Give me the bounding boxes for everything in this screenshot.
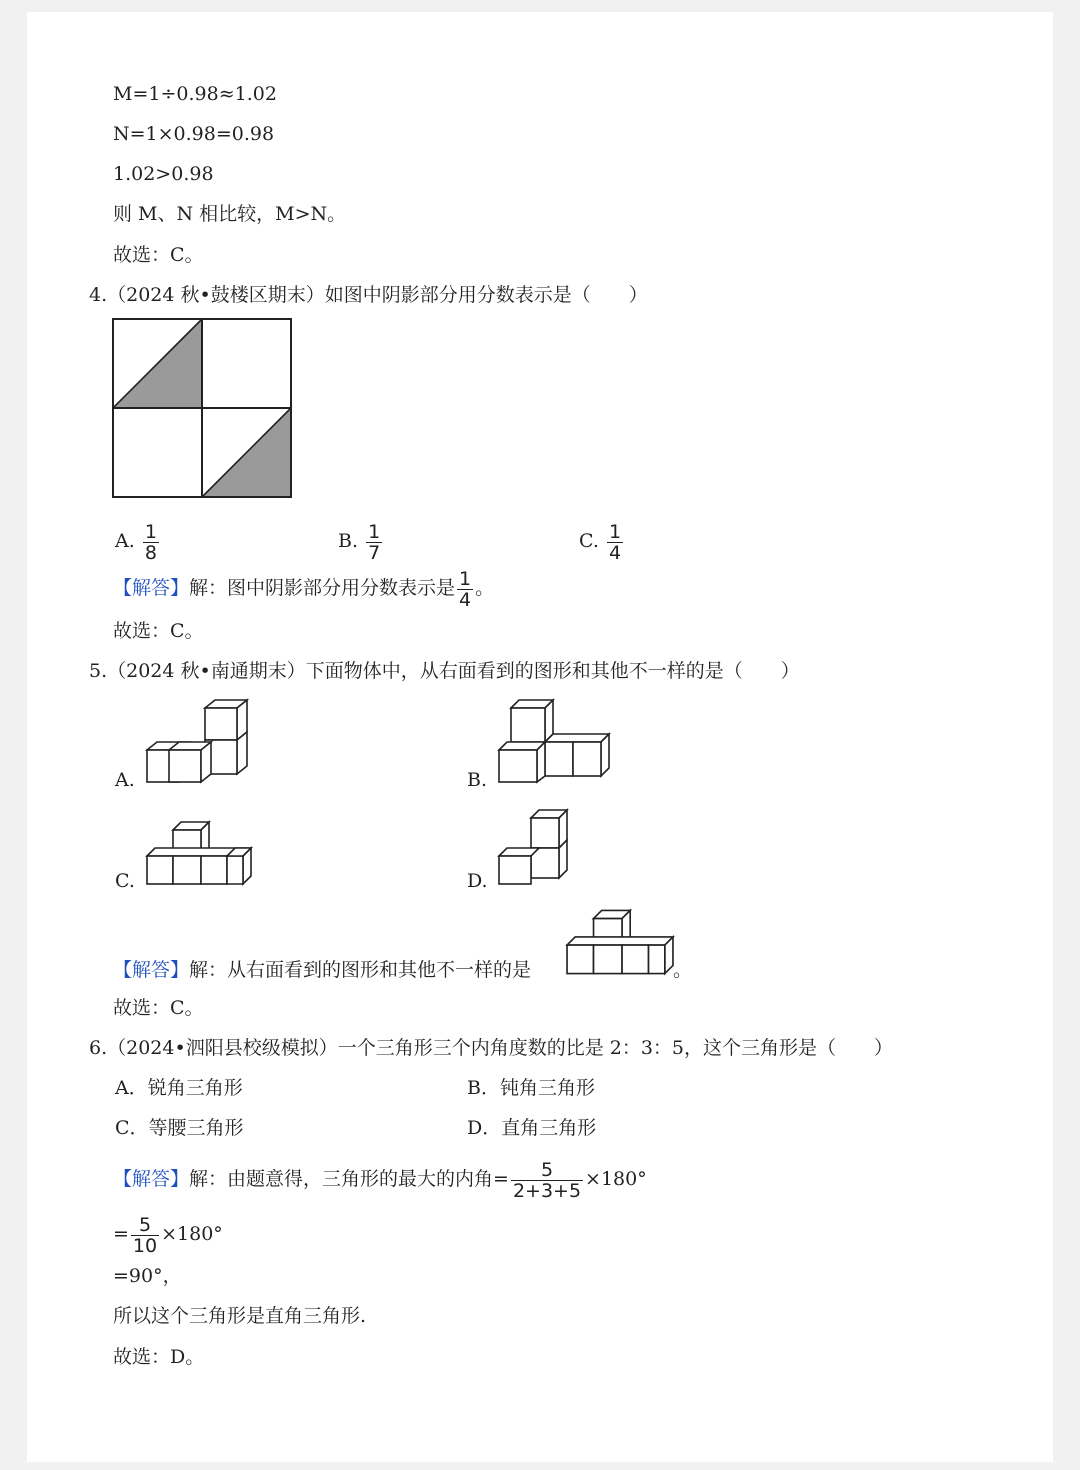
q4-choose: 故选：C。 <box>113 620 204 642</box>
conclusion-line: 则 M、N 相比较，M>N。 <box>113 203 347 225</box>
q5-figure-a <box>145 698 253 786</box>
q5-answer-end: 。 <box>673 959 693 981</box>
question-6-stem: 6.（2024•泗阳县校级模拟）一个三角形三个内角度数的比是 2：3：5，这个三角形是（ ） <box>89 1037 893 1059</box>
q6-option-b: B．钝角三角形 <box>467 1077 595 1099</box>
q4-option-a: A. $\frac{1}{8}$ <box>115 520 157 564</box>
q6-option-d: D．直角三角形 <box>467 1117 597 1139</box>
q5-option-b-label: B. <box>467 769 488 791</box>
q6-answer-line1: 【解答】解：由题意得，三角形的最大的内角= $\frac{5}{2+3+5}$ ×180° <box>113 1158 647 1202</box>
q5-answer-text: 【解答】解：从右面看到的图形和其他不一样的是 <box>113 959 532 981</box>
q6-option-c: C．等腰三角形 <box>115 1117 244 1139</box>
calc-line-compare: 1.02>0.98 <box>113 163 214 185</box>
q4-answer: 【解答】解：图中阴影部分用分数表示是 $\frac{1}{4}$ 。 <box>113 567 495 611</box>
q4-option-b: B. $\frac{1}{7}$ <box>338 520 381 564</box>
q5-answer-figure <box>565 906 675 978</box>
q4-option-c: C. $\frac{1}{4}$ <box>579 520 622 564</box>
q5-choose: 故选：C。 <box>113 997 204 1019</box>
q6-answer-line2: = $\frac{5}{10}$ ×180° <box>113 1213 223 1257</box>
question-5-stem: 5.（2024 秋•南通期末）下面物体中，从右面看到的图形和其他不一样的是（ ） <box>89 660 800 682</box>
q6-answer-line4: 所以这个三角形是直角三角形. <box>113 1305 367 1327</box>
q6-answer-line3: =90°， <box>113 1265 182 1287</box>
q5-option-a-label: A. <box>115 769 135 791</box>
q6-option-a: A．锐角三角形 <box>115 1077 243 1099</box>
q4-square-figure <box>111 317 293 499</box>
q5-option-c-label: C. <box>115 870 135 892</box>
calc-line-n: N=1×0.98=0.98 <box>113 123 275 145</box>
document-page <box>27 12 1053 1462</box>
choose-line-q3: 故选：C。 <box>113 244 204 266</box>
q5-figure-d <box>497 808 573 888</box>
calc-line-m: M=1÷0.98≈1.02 <box>113 83 277 105</box>
q5-figure-c <box>145 818 253 888</box>
question-4-stem: 4.（2024 秋•鼓楼区期末）如图中阴影部分用分数表示是（ ） <box>89 284 648 306</box>
q6-choose: 故选：D。 <box>113 1346 205 1368</box>
q5-option-d-label: D. <box>467 870 488 892</box>
q5-figure-b <box>497 698 613 784</box>
